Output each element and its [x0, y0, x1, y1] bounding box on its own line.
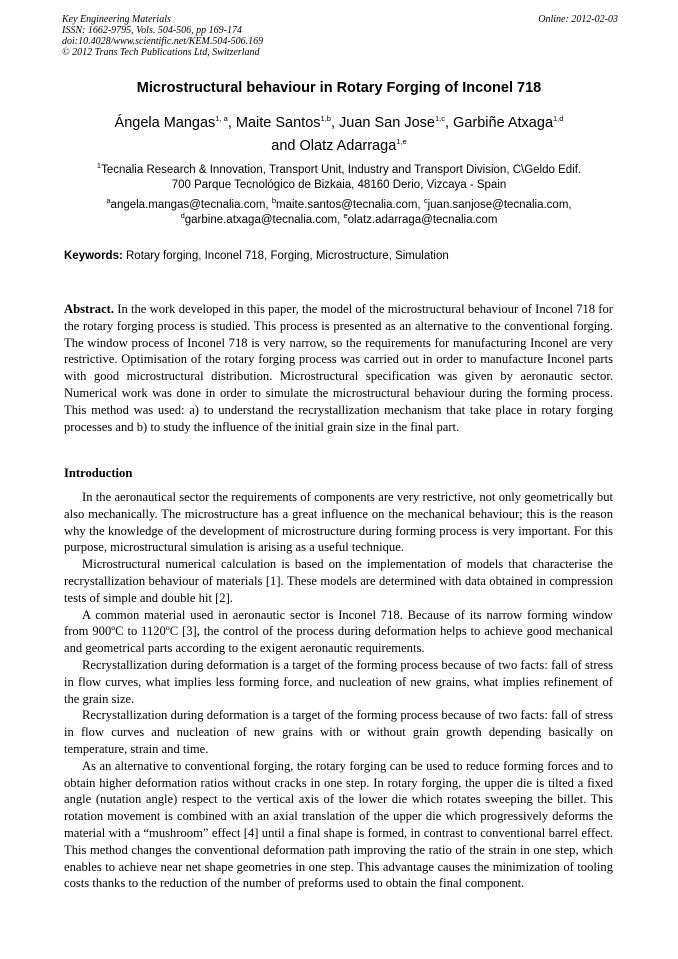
copyright-line: © 2012 Trans Tech Publications Ltd, Switzerland [62, 47, 260, 58]
email-superscript: c [423, 196, 428, 206]
keywords-label: Keywords: [64, 250, 123, 262]
author-superscript: 1, a [215, 114, 228, 124]
abstract-label: Abstract. [64, 302, 115, 316]
paragraph: A common material used in aeronautic sector is Inconel 718. Because of its narrow forming window from 900ºC to 1120ºC [3], the control of the process during deformation helps to achieve good mechanical and geometrical parts according to the exigent aeronautic requirements. [64, 607, 613, 656]
doi-line: doi:10.4028/www.scientific.net/KEM.504-506.169 [62, 36, 264, 47]
affiliation-superscript: 1 [96, 161, 102, 171]
abstract [64, 301, 613, 435]
author-name: Maite Santos [235, 115, 321, 131]
keywords [64, 250, 620, 262]
email-link[interactable]: maite.santos@tecnalia.com, [276, 199, 421, 211]
author-superscript: 1,c [434, 114, 445, 124]
abstract-text: In the work developed in this paper, the model of the microstructural behaviour of Inconel 718 for the rotary forging process is studied. This process is presented as an alternative to the conventional forging. The window process of Inconel 718 is very narrow, so the requirements for manufacturing Inconel are very restrictive. Optimisation of the rotary forging process was carried out in order to manufacture Inconel parts with good microstructural distribution. Microstructural specification was given by aeronautic sector. Numerical work was done in order to simulate the microstructural behaviour during the forming process. This method was used: a) to understand the recrystallization mechanism that take place in rotary forging processes and b) to study the influence of the initial grain size in the final part. [64, 302, 613, 434]
author-superscript: 1,d [553, 114, 564, 124]
journal-header [62, 14, 618, 58]
email-list [40, 198, 638, 228]
author-name: Ángela Mangas [114, 115, 216, 131]
author-name: Juan San Jose [339, 115, 435, 131]
paragraph: In the aeronautical sector the requirements of components are very restrictive, not only geometrically but also mechanically. The microstructure has a great influence on the mechanical behaviour; this is the reason why the knowledge of the development of microstructure during forming process is very important. For this purpose, microstructural simulation is arising as a useful technique. [64, 490, 613, 555]
paragraph: As an alternative to conventional forging, the rotary forging can be used to reduce forming forces and to obtain higher deformation ratios without cracks in one step. In rotary forging, the upper die is tilted a fixed angle (nutation angle) respect to the vertical axis of the lower die which rotates sweeping the billet. This rotation movement is combined with an axial translation of the upper die which progressively deforms the material with a “mushroom” effect [4] until a final shape is formed, in contrast to conventional barrel effect. This method changes the conventional deformation path improving the ratio of the strain in one step, which enables to achieve near net shape geometries in one step. This advantage causes the minimization of tooling costs thanks to the reduction of the number of preforms used to obtain the final component. [64, 758, 613, 891]
email-superscript: e [343, 211, 348, 221]
paragraph: Microstructural numerical calculation is based on the implementation of models that characterise the recrystallization behaviour of materials [1]. These models are determined with data obtained in compression tests of simple and double hit [2]. [64, 557, 613, 605]
paragraph: Recrystallization during deformation is a target of the forming process because of two facts: fall of stress in flow curves and nucleation of new grains with or without grain growth depending basically on temperature, strain and time. [64, 708, 613, 756]
author-superscript: 1,e [396, 137, 407, 147]
paragraph: Recrystallization during deformation is a target of the forming process because of two facts: fall of stress in flow curves, what implies less forming force, and nucleation of new grains, what implies refinement of the grain size. [64, 657, 613, 706]
author-conjunction: and [271, 138, 296, 154]
email-link[interactable]: garbine.atxaga@tecnalia.com, [184, 214, 341, 226]
section-heading-introduction: Introduction [64, 466, 133, 480]
email-superscript: a [106, 196, 111, 206]
journal-name: Key Engineering Materials [62, 14, 171, 25]
online-date: Online: 2012-02-03 [538, 14, 618, 25]
introduction-body [64, 489, 613, 892]
email-link[interactable]: angela.mangas@tecnalia.com, [110, 199, 269, 211]
email-superscript: d [180, 211, 185, 221]
email-superscript: b [271, 196, 276, 206]
affiliation [40, 163, 638, 192]
paper-title: Microstructural behaviour in Rotary Forging of Inconel 718 [136, 80, 542, 96]
issn-line: ISSN: 1662-9795, Vols. 504-506, pp 169-174 [62, 25, 242, 36]
author-list: Ángela Mangas$^{1, a}$, Maite Santos$^{1,b}$, Juan San Jose$^{1,c}$, Garbiñe Atxaga$^{1,d}$ and Olatz Adarraga$^{1,e}$ [114, 114, 564, 154]
author-name: Garbiñe Atxaga [453, 115, 554, 131]
author-superscript: 1,b [320, 114, 331, 124]
email-link[interactable]: juan.sanjose@tecnalia.com, [427, 199, 572, 211]
affiliation-line-1: Tecnalia Research & Innovation, Transport Unit, Industry and Transport Division, C\Geldo Edif. [101, 164, 582, 176]
email-link[interactable]: olatz.adarraga@tecnalia.com [347, 214, 498, 226]
author-name: Olatz Adarraga [299, 138, 397, 154]
affiliation-line-2: 700 Parque Tecnológico de Bizkaia, 48160 Derio, Vizcaya - Spain [171, 178, 507, 191]
keywords-text: Rotary forging, Inconel 718, Forging, Microstructure, Simulation [122, 250, 449, 262]
